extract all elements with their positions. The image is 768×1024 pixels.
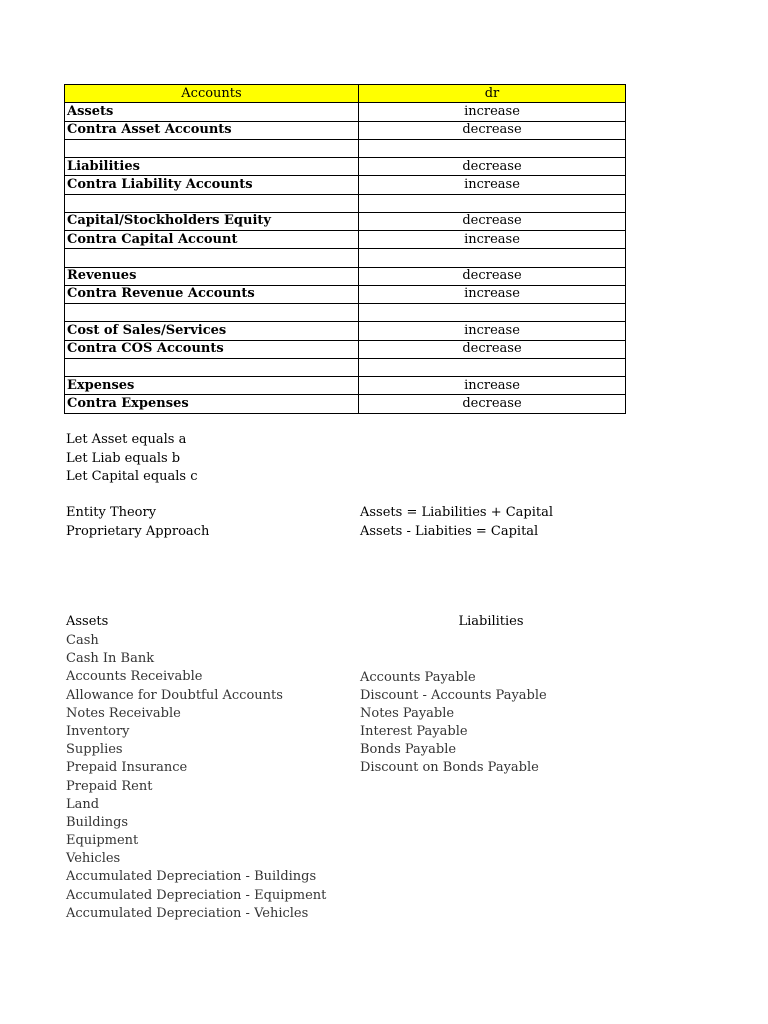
account-cell: Contra Liability Accounts <box>65 176 359 194</box>
asset-list-item: Notes Receivable <box>66 705 181 721</box>
asset-list-item: Accumulated Depreciation - Vehicles <box>66 905 309 921</box>
dr-cell: increase <box>359 176 626 194</box>
dr-cell: increase <box>359 231 626 249</box>
asset-list-item: Prepaid Insurance <box>66 760 188 776</box>
asset-list-item: Vehicles <box>66 851 121 867</box>
account-cell: Assets <box>65 103 359 121</box>
liability-list-item: Notes Payable <box>360 705 455 721</box>
liability-list-item: Discount on Bonds Payable <box>360 760 539 776</box>
asset-list-item: Equipment <box>66 833 139 849</box>
table-row <box>65 103 626 121</box>
account-cell: Contra Capital Account <box>65 231 359 249</box>
debit-rules-table <box>64 84 626 414</box>
table-row <box>65 322 626 340</box>
dr-cell: increase <box>359 285 626 303</box>
liabilities-heading: Liabilities <box>458 614 524 629</box>
assets-heading: Assets <box>66 614 109 629</box>
dr-cell: decrease <box>359 395 626 413</box>
theory-equation-entity: Assets = Liabilities + Capital <box>360 505 554 520</box>
theory-name-proprietary: Proprietary Approach <box>66 524 210 539</box>
account-cell <box>65 194 359 212</box>
liability-list-item: Interest Payable <box>360 724 468 740</box>
account-cell: Expenses <box>65 377 359 395</box>
theory-equation-proprietary: Assets - Liabities = Capital <box>360 524 539 539</box>
asset-list-item: Inventory <box>66 723 130 739</box>
liabilities-list <box>360 670 547 779</box>
dr-cell: increase <box>359 377 626 395</box>
account-cell <box>65 249 359 267</box>
table-row <box>65 212 626 230</box>
asset-list-item: Supplies <box>66 742 123 758</box>
asset-list-item: Allowance for Doubtful Accounts <box>66 687 283 703</box>
asset-list-item: Prepaid Rent <box>66 778 153 794</box>
table-row <box>65 377 626 395</box>
asset-list-item: Accounts Receivable <box>66 669 203 685</box>
dr-cell <box>359 304 626 322</box>
account-cell: Cost of Sales/Services <box>65 322 359 340</box>
dr-cell <box>359 139 626 157</box>
liability-list-item: Discount - Accounts Payable <box>360 687 547 703</box>
dr-column-header: dr <box>359 85 626 103</box>
table-row <box>65 249 626 267</box>
asset-list-item: Buildings <box>66 814 129 830</box>
variable-liab: Let Liab equals b <box>66 451 181 466</box>
table-body <box>65 103 626 413</box>
liability-list-item: Bonds Payable <box>360 742 457 758</box>
dr-cell: decrease <box>359 212 626 230</box>
table-row <box>65 176 626 194</box>
account-cell <box>65 304 359 322</box>
dr-cell: decrease <box>359 340 626 358</box>
table-row <box>65 285 626 303</box>
variable-capital: Let Capital equals c <box>66 469 198 484</box>
account-cell: Contra COS Accounts <box>65 340 359 358</box>
dr-cell <box>359 358 626 376</box>
account-cell <box>65 358 359 376</box>
liability-list-item: Accounts Payable <box>360 669 476 685</box>
account-cell <box>65 139 359 157</box>
account-cell: Contra Expenses <box>65 395 359 413</box>
table-row <box>65 158 626 176</box>
dr-cell: decrease <box>359 158 626 176</box>
asset-list-item: Cash In Bank <box>66 651 155 667</box>
table-row <box>65 231 626 249</box>
theory-name-entity: Entity Theory <box>66 505 157 520</box>
dr-cell <box>359 194 626 212</box>
table-row <box>65 139 626 157</box>
table-row <box>65 304 626 322</box>
assets-list <box>66 633 326 924</box>
asset-list-item: Accumulated Depreciation - Buildings <box>66 869 317 885</box>
asset-list-item: Accumulated Depreciation - Equipment <box>66 887 327 903</box>
variable-asset: Let Asset equals a <box>66 432 187 447</box>
dr-cell: decrease <box>359 267 626 285</box>
dr-cell: decrease <box>359 121 626 139</box>
account-cell: Liabilities <box>65 158 359 176</box>
account-cell: Contra Asset Accounts <box>65 121 359 139</box>
dr-cell: increase <box>359 103 626 121</box>
table-row <box>65 358 626 376</box>
table-row <box>65 121 626 139</box>
account-cell: Revenues <box>65 267 359 285</box>
dr-cell <box>359 249 626 267</box>
table-row <box>65 194 626 212</box>
account-cell: Capital/Stockholders Equity <box>65 212 359 230</box>
table-row <box>65 340 626 358</box>
dr-cell: increase <box>359 322 626 340</box>
accounts-column-header: Accounts <box>65 85 359 103</box>
account-cell: Contra Revenue Accounts <box>65 285 359 303</box>
table-row <box>65 267 626 285</box>
table-row <box>65 395 626 413</box>
asset-list-item: Cash <box>66 633 99 648</box>
asset-list-item: Land <box>66 796 100 812</box>
table-header-row <box>65 85 626 103</box>
